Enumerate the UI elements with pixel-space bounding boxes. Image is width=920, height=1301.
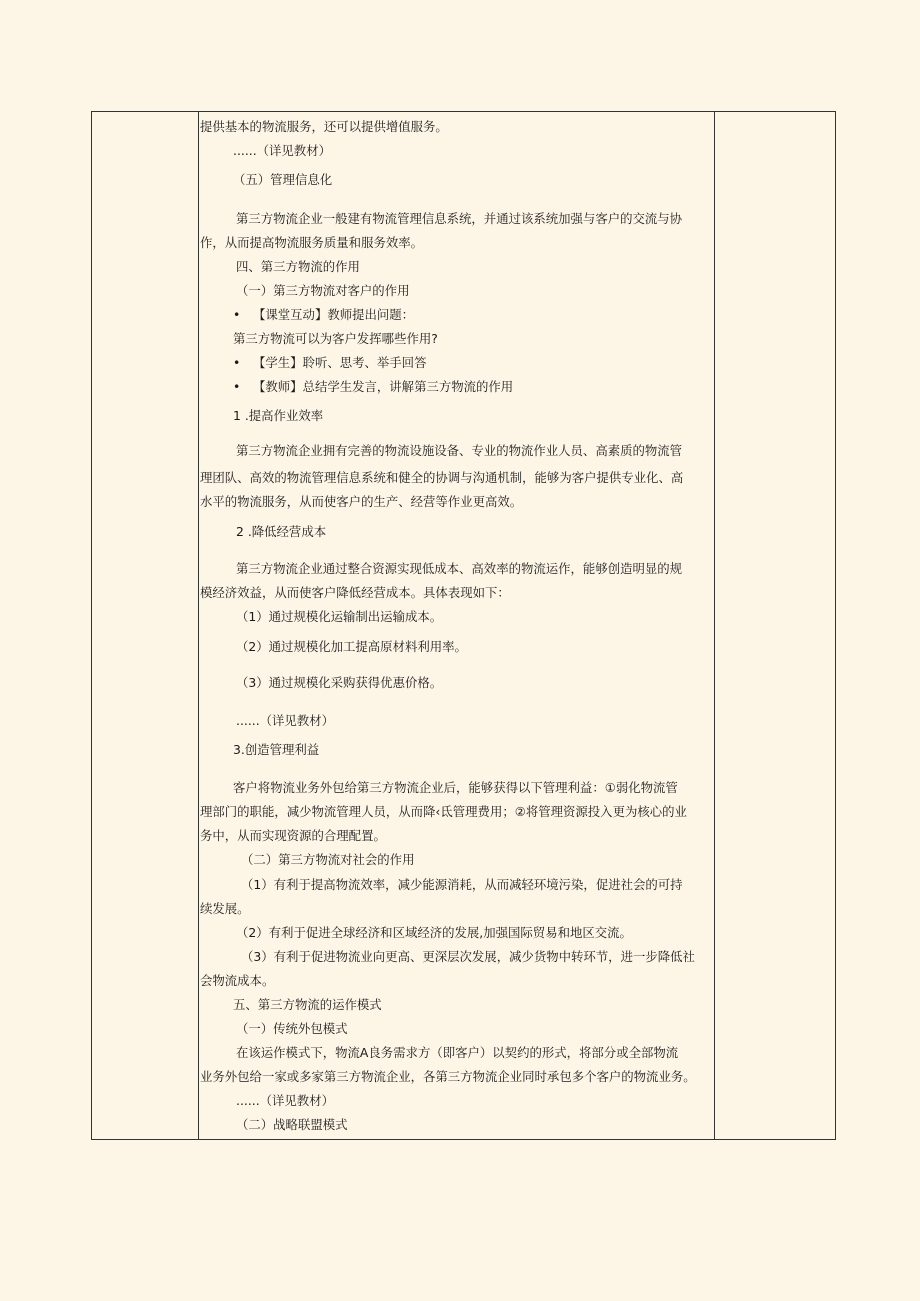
section-heading: （二）第三方物流对社会的作用 bbox=[241, 852, 415, 867]
text-line: 理团队、高效的物流管理信息系统和健全的协调与沟通机制，能够为客户提供专业化、高 bbox=[200, 470, 684, 485]
section-heading: 五、第三方物流的运作模式 bbox=[233, 997, 382, 1012]
list-item: （2）有利于促进全球经济和区域经济的发展,加强国际贸易和地区交流。 bbox=[236, 925, 632, 940]
column-divider-right bbox=[714, 111, 715, 1140]
text-line: 第三方物流企业拥有完善的物流设施设备、专业的物流作业人员、高素质的物流管 bbox=[236, 443, 683, 458]
list-item: （2）通过规模化加工提高原材料利用率。 bbox=[236, 639, 467, 654]
bullet-item: • 【教师】总结学生发言，讲解第三方物流的作用 bbox=[233, 375, 513, 399]
text-line: 水平的物流服务，从而使客户的生产、经营等作业更高效。 bbox=[200, 494, 523, 509]
bullet-item: • 【课堂互动】教师提出问题： bbox=[233, 303, 414, 327]
list-item: （1）通过规模化运输制出运输成本。 bbox=[236, 609, 443, 624]
bullet-icon: • bbox=[233, 379, 241, 394]
text-line: ......（详见教材） bbox=[236, 713, 334, 728]
text-line: 业务外包给一家或多家第三方物流企业，各第三方物流企业同时承包多个客户的物流业务。 bbox=[200, 1069, 696, 1084]
text-line: 第三方物流可以为客户发挥哪些作用? bbox=[233, 331, 438, 346]
section-heading: 3.创造管理利益 bbox=[233, 742, 320, 757]
section-heading: 1 .提高作业效率 bbox=[233, 408, 324, 423]
text-line: 续发展。 bbox=[200, 901, 250, 916]
bullet-icon: • bbox=[233, 307, 241, 322]
text-line: 务中，从而实现资源的合理配置。 bbox=[200, 828, 386, 843]
text-line: 第三方物流企业一般建有物流管理信息系统，并通过该系统加强与客户的交流与协 bbox=[236, 211, 683, 226]
bullet-icon: • bbox=[233, 355, 241, 370]
text-line: 提供基本的物流服务，还可以提供增值服务。 bbox=[200, 119, 448, 134]
section-heading: （一）第三方物流对客户的作用 bbox=[236, 283, 410, 298]
section-heading: 2 .降低经营成本 bbox=[236, 524, 327, 539]
text-line: 会物流成本。 bbox=[200, 973, 275, 988]
section-heading: （一）传统外包模式 bbox=[236, 1021, 348, 1036]
text-line: 客户将物流业务外包给第三方物流企业后，能够获得以下管理利益：①弱化物流管 bbox=[233, 780, 678, 795]
text-line: 第三方物流企业通过整合资源实现低成本、高效率的物流运作，能够创造明显的规 bbox=[236, 561, 683, 576]
section-heading: （二）战略联盟模式 bbox=[236, 1117, 348, 1132]
column-divider-left bbox=[198, 111, 199, 1140]
lesson-content-cell bbox=[200, 111, 714, 1140]
text-line: 理部门的职能，减少物流管理人员，从而降‹氐管理费用；②将管理资源投入更为核心的业 bbox=[200, 804, 687, 819]
section-heading: （五）管理信息化 bbox=[233, 172, 333, 187]
text-line: ......（详见教材） bbox=[236, 1093, 334, 1108]
text-line: 模经济效益，从而使客户降低经营成本。具体表现如下： bbox=[200, 585, 510, 600]
bullet-item: • 【学生】聆听、思考、举手回答 bbox=[233, 351, 426, 375]
section-heading: 四、第三方物流的作用 bbox=[236, 259, 360, 274]
text-line: 在该运作模式下，物流A良务需求方（即客户）以契约的形式，将部分或全部物流 bbox=[236, 1045, 679, 1060]
list-item: （3）有利于促进物流业向更高、更深层次发展，减少货物中转环节，进一步降低社 bbox=[241, 949, 695, 964]
text-line: ......（详见教材） bbox=[233, 143, 331, 158]
list-item: （3）通过规模化采购获得优惠价格。 bbox=[236, 675, 443, 690]
text-line: 作，从而提高物流服务质量和服务效率。 bbox=[200, 235, 424, 250]
list-item: （1）有利于提高物流效率，减少能源消耗，从而减轻环境污染，促进社会的可持 bbox=[241, 877, 683, 892]
